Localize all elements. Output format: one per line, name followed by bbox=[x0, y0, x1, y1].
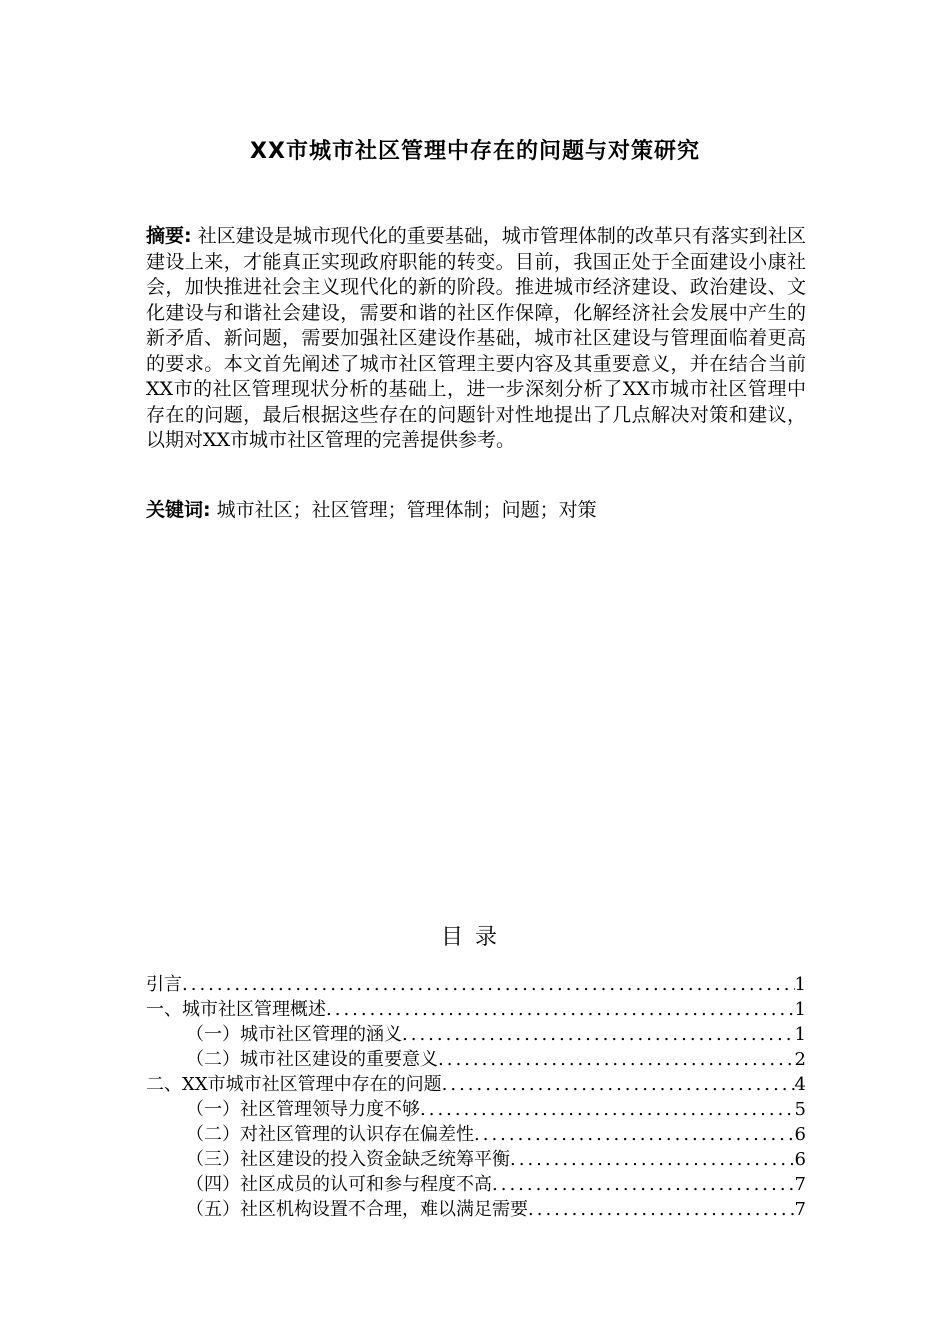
toc-item[interactable] bbox=[146, 1145, 806, 1170]
toc-item-page: 1 bbox=[794, 1024, 806, 1045]
abstract bbox=[146, 224, 806, 454]
toc-item-page: 2 bbox=[794, 1049, 806, 1070]
keywords-label: 关键词: bbox=[146, 499, 211, 521]
toc-item-text: （三）社区建设的投入资金缺乏统筹平衡 bbox=[186, 1149, 510, 1170]
toc-title: 目录 bbox=[440, 925, 509, 950]
toc-item-text: 一、城市社区管理概述 bbox=[146, 999, 326, 1020]
toc-item-page: 1 bbox=[794, 999, 806, 1020]
toc-item[interactable] bbox=[146, 1120, 806, 1145]
toc-item[interactable] bbox=[146, 995, 806, 1020]
toc-item-page: 4 bbox=[794, 1074, 806, 1095]
keywords-text: 城市社区；社区管理；管理体制；问题；对策 bbox=[216, 499, 597, 521]
toc-item[interactable] bbox=[146, 1195, 806, 1220]
toc-item-text: （四）社区成员的认可和参与程度不高 bbox=[186, 1174, 492, 1195]
keywords bbox=[146, 498, 597, 523]
toc-item[interactable] bbox=[146, 970, 806, 995]
toc-item-text: （一）城市社区管理的涵义 bbox=[186, 1024, 402, 1045]
toc-item-page: 6 bbox=[794, 1124, 806, 1145]
abstract-label: 摘要: bbox=[146, 225, 192, 247]
toc-item-page: 5 bbox=[794, 1099, 806, 1120]
toc-item-text: （五）社区机构设置不合理，难以满足需要 bbox=[186, 1199, 528, 1220]
toc-item-text: 引言 bbox=[146, 974, 182, 995]
toc-item[interactable] bbox=[146, 1095, 806, 1120]
toc-item[interactable] bbox=[146, 1020, 806, 1045]
toc-item-text: （二）对社区管理的认识存在偏差性 bbox=[186, 1124, 474, 1145]
table-of-contents bbox=[146, 970, 806, 1220]
abstract-text: 社区建设是城市现代化的重要基础，城市管理体制的改革只有落实到社区建设上来，才能真正实现政府职能的转变。目前，我国正处于全面建设小康社会，加快推进社会主义现代化的新的阶段。推进城市经济建设、政治建设、文化建设与和谐社会建设，需要和谐的社区作保障，化解经济社会发展中产生的新矛盾、新问题，需要加强社区建设作基础，城市社区建设与管理面临着更高的要求。本文首先阐述了城市社区管理主要内容及其重要意义，并在结合当前XX市的社区管理现状分析的基础上，进一步深刻分析了XX市城市社区管理中存在的问题，最后根据这些存在的问题针对性地提出了几点解决对策和建议，以期对XX市城市社区管理的完善提供参考。 bbox=[146, 225, 806, 451]
toc-item-page: 1 bbox=[794, 974, 806, 995]
toc-item-page: 6 bbox=[794, 1149, 806, 1170]
document-title: XX市城市社区管理中存在的问题与对策研究 bbox=[250, 139, 700, 164]
toc-item-text: （二）城市社区建设的重要意义 bbox=[186, 1049, 438, 1070]
toc-item-page: 7 bbox=[794, 1174, 806, 1195]
toc-item[interactable] bbox=[146, 1045, 806, 1070]
toc-item[interactable] bbox=[146, 1170, 806, 1195]
toc-item[interactable] bbox=[146, 1070, 806, 1095]
toc-item-text: （一）社区管理领导力度不够 bbox=[186, 1099, 420, 1120]
toc-item-text: 二、XX市城市社区管理中存在的问题 bbox=[146, 1074, 442, 1095]
toc-item-page: 7 bbox=[794, 1199, 806, 1220]
